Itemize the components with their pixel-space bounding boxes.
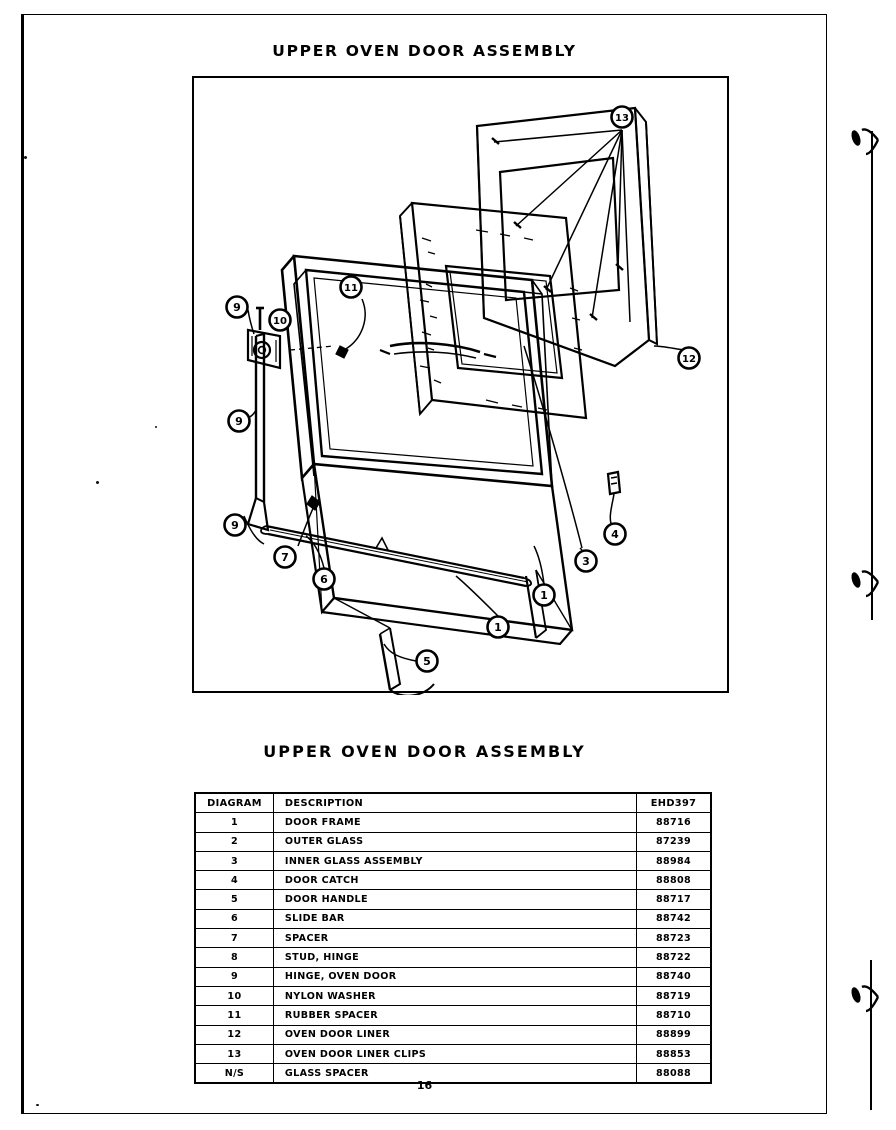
row-part-number: 88740 bbox=[637, 967, 711, 986]
row-description: STUD, HINGE bbox=[273, 948, 636, 967]
callout-label: 1 bbox=[540, 588, 548, 602]
row-diagram-number: 5 bbox=[196, 890, 274, 909]
row-description: SPACER bbox=[273, 929, 636, 948]
row-part-number: 88723 bbox=[637, 929, 711, 948]
row-part-number: 88716 bbox=[637, 813, 711, 832]
table-row bbox=[196, 1044, 711, 1063]
row-description: INNER GLASS ASSEMBLY bbox=[273, 851, 636, 870]
row-part-number: 88710 bbox=[637, 1006, 711, 1025]
scan-speck bbox=[155, 426, 157, 428]
row-diagram-number: 12 bbox=[196, 1025, 274, 1044]
row-diagram-number: 9 bbox=[196, 967, 274, 986]
callout-layer bbox=[225, 107, 700, 672]
row-diagram-number: 2 bbox=[196, 832, 274, 851]
callout-label: 6 bbox=[320, 572, 328, 586]
row-diagram-number: 11 bbox=[196, 1006, 274, 1025]
row-diagram-number: 10 bbox=[196, 986, 274, 1005]
callout-bubble bbox=[227, 297, 248, 318]
row-diagram-number: 3 bbox=[196, 851, 274, 870]
callout-bubble bbox=[314, 569, 335, 590]
row-description: DOOR HANDLE bbox=[273, 890, 636, 909]
table-row bbox=[196, 1006, 711, 1025]
scan-tick-middle bbox=[848, 560, 896, 606]
callout-label: 9 bbox=[233, 300, 241, 314]
callout-bubble bbox=[576, 551, 597, 572]
row-description: NYLON WASHER bbox=[273, 986, 636, 1005]
callout-label: 11 bbox=[344, 282, 358, 294]
parts-table-body bbox=[196, 813, 711, 1083]
callout-label: 3 bbox=[582, 554, 590, 568]
table-row bbox=[196, 871, 711, 890]
row-description: OVEN DOOR LINER CLIPS bbox=[273, 1044, 636, 1063]
row-part-number: 88853 bbox=[637, 1044, 711, 1063]
callout-bubble bbox=[270, 310, 291, 331]
table-row bbox=[196, 851, 711, 870]
diagram-frame bbox=[192, 76, 729, 693]
table-row bbox=[196, 929, 711, 948]
row-diagram-number: 8 bbox=[196, 948, 274, 967]
table-row bbox=[196, 986, 711, 1005]
parts-table bbox=[195, 793, 711, 1083]
callout-bubble bbox=[679, 348, 700, 369]
row-diagram-number: 6 bbox=[196, 909, 274, 928]
callout-bubble bbox=[534, 585, 555, 606]
callout-bubble bbox=[341, 277, 362, 298]
header-description: DESCRIPTION bbox=[273, 794, 636, 813]
scan-tick-top bbox=[848, 118, 896, 164]
row-description: RUBBER SPACER bbox=[273, 1006, 636, 1025]
callout-label: 13 bbox=[615, 112, 629, 124]
table-row bbox=[196, 909, 711, 928]
page-title-bottom: UPPER OVEN DOOR ASSEMBLY bbox=[263, 742, 586, 761]
row-description: DOOR FRAME bbox=[273, 813, 636, 832]
table-row bbox=[196, 832, 711, 851]
page-number: 16 bbox=[416, 1079, 433, 1092]
scan-speck bbox=[36, 1104, 39, 1106]
row-diagram-number: N/S bbox=[196, 1064, 274, 1083]
callout-label: 1 bbox=[494, 620, 502, 634]
scan-spine-line bbox=[871, 131, 873, 620]
row-description: SLIDE BAR bbox=[273, 909, 636, 928]
row-part-number: 88742 bbox=[637, 909, 711, 928]
row-description: HINGE, OVEN DOOR bbox=[273, 967, 636, 986]
row-description: OVEN DOOR LINER bbox=[273, 1025, 636, 1044]
callout-bubble bbox=[275, 547, 296, 568]
table-row bbox=[196, 967, 711, 986]
callout-label: 7 bbox=[281, 550, 289, 564]
table-header-row bbox=[196, 794, 711, 813]
callout-label: 4 bbox=[611, 527, 619, 541]
row-diagram-number: 7 bbox=[196, 929, 274, 948]
row-part-number: 88899 bbox=[637, 1025, 711, 1044]
callout-label: 9 bbox=[235, 414, 243, 428]
row-diagram-number: 1 bbox=[196, 813, 274, 832]
callout-label: 9 bbox=[231, 518, 239, 532]
page-title-top: UPPER OVEN DOOR ASSEMBLY bbox=[272, 42, 577, 60]
row-part-number: 87239 bbox=[637, 832, 711, 851]
table-row bbox=[196, 948, 711, 967]
row-diagram-number: 13 bbox=[196, 1044, 274, 1063]
header-diagram: DIAGRAM bbox=[196, 794, 274, 813]
callout-bubble bbox=[229, 411, 250, 432]
header-model: EHD397 bbox=[637, 794, 711, 813]
row-diagram-number: 4 bbox=[196, 871, 274, 890]
row-part-number: 88719 bbox=[637, 986, 711, 1005]
row-description: DOOR CATCH bbox=[273, 871, 636, 890]
scan-speck bbox=[24, 156, 27, 159]
row-description: GLASS SPACER bbox=[273, 1064, 636, 1083]
callout-label: 12 bbox=[682, 353, 696, 365]
row-part-number: 88722 bbox=[637, 948, 711, 967]
callout-label: 10 bbox=[273, 315, 287, 327]
callout-bubble bbox=[612, 107, 633, 128]
table-row bbox=[196, 813, 711, 832]
scan-speck bbox=[96, 481, 99, 484]
callout-bubble bbox=[225, 515, 246, 536]
callout-bubble bbox=[417, 651, 438, 672]
row-part-number: 88088 bbox=[637, 1064, 711, 1083]
table-row bbox=[196, 890, 711, 909]
table-row bbox=[196, 1025, 711, 1044]
row-part-number: 88984 bbox=[637, 851, 711, 870]
callout-label: 5 bbox=[423, 654, 431, 668]
row-description: OUTER GLASS bbox=[273, 832, 636, 851]
row-part-number: 88808 bbox=[637, 871, 711, 890]
callout-bubble bbox=[488, 617, 509, 638]
callout-bubble bbox=[605, 524, 626, 545]
scan-tick-bottom bbox=[848, 975, 896, 1021]
exploded-assembly-drawing bbox=[194, 78, 731, 695]
row-part-number: 88717 bbox=[637, 890, 711, 909]
